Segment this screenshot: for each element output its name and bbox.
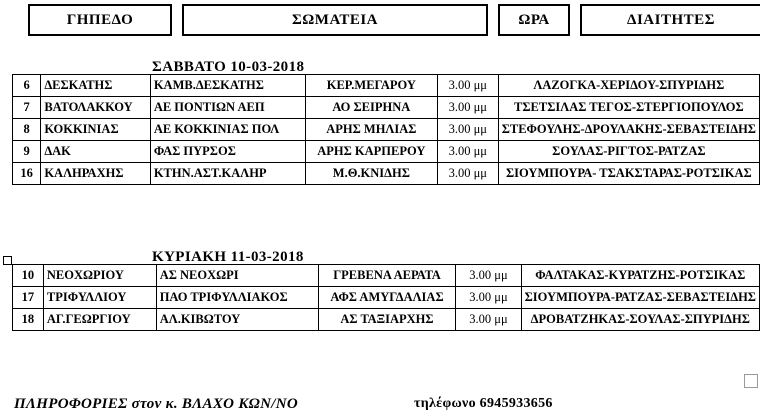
section-title-saturday: ΣΑΒΒΑΤΟ 10-03-2018 xyxy=(152,59,305,75)
row-team-away: ΑΦΣ ΑΜΥΓΔΑΛΙΑΣ xyxy=(318,287,456,309)
row-team-home: ΑΕ ΠΟΝΤΙΩΝ ΑΕΠ xyxy=(150,97,305,119)
row-time: 3.00 μμ xyxy=(437,119,498,141)
row-venue: ΒΑΤΟΛΑΚΚΟΥ xyxy=(41,97,151,119)
row-venue: ΔΑΚ xyxy=(41,141,151,163)
table-row xyxy=(13,141,760,163)
row-venue: ΤΡΙΦΥΛΛΙΟΥ xyxy=(43,287,156,309)
row-time: 3.00 μμ xyxy=(437,97,498,119)
row-venue: ΚΑΛΗΡΑΧΗΣ xyxy=(41,163,151,185)
row-number: 6 xyxy=(13,75,41,97)
table-row xyxy=(13,75,760,97)
table-row xyxy=(13,265,760,287)
row-time: 3.00 μμ xyxy=(456,265,521,287)
row-team-home: ΑΕ ΚΟΚΚΙΝΙΑΣ ΠΟΛ xyxy=(150,119,305,141)
row-team-away: ΚΕΡ.ΜΕΓΑΡΟΥ xyxy=(305,75,437,97)
row-referees: ΔΡΟΒΑΤΖΗΚΑΣ-ΣΟΥΛΑΣ-ΣΠΥΡΙΔΗΣ xyxy=(521,309,759,331)
row-team-home: ΚΑΜΒ.ΔΕΣΚΑΤΗΣ xyxy=(150,75,305,97)
row-referees: ΤΣΕΤΣΙΛΑΣ ΤΕΓΟΣ-ΣΤΕΡΓΙΟΠΟΥΛΟΣ xyxy=(498,97,759,119)
row-referees: ΦΑΛΤΑΚΑΣ-ΚΥΡΑΤΖΗΣ-ΡΟΤΣΙΚΑΣ xyxy=(521,265,759,287)
header-gap-2 xyxy=(487,5,499,35)
header-cell-time: ΩΡΑ xyxy=(499,5,569,35)
table-row xyxy=(13,287,760,309)
matches-table-sunday xyxy=(12,264,760,331)
row-team-home: ΑΣ ΝΕΟΧΩΡΙ xyxy=(156,265,318,287)
page-marker xyxy=(3,256,12,265)
row-team-away: ΑΡΗΣ ΜΗΛΙΑΣ xyxy=(305,119,437,141)
row-team-home: ΠΑΟ ΤΡΙΦΥΛΛΙΑΚΟΣ xyxy=(156,287,318,309)
row-number: 9 xyxy=(13,141,41,163)
row-team-home: ΑΛ.ΚΙΒΩΤΟΥ xyxy=(156,309,318,331)
row-referees: ΣΟΥΛΑΣ-ΡΙΓΤΟΣ-ΡΑΤΖΑΣ xyxy=(498,141,759,163)
footer-phone-text: τηλέφωνο 6945933656 xyxy=(414,396,553,411)
footer xyxy=(14,396,754,413)
header-cell-teams: ΣΩΜΑΤΕΙΑ xyxy=(183,5,487,35)
corner-artifact-box xyxy=(744,374,758,388)
footer-info-text: ΠΛΗΡΟΦΟΡΙΕΣ στον κ. ΒΛΑΧΟ ΚΩΝ/ΝΟ xyxy=(14,396,298,412)
row-venue: ΝΕΟΧΩΡΙΟΥ xyxy=(43,265,156,287)
row-team-away: ΑΡΗΣ ΚΑΡΠΕΡΟΥ xyxy=(305,141,437,163)
row-number: 16 xyxy=(13,163,41,185)
row-time: 3.00 μμ xyxy=(437,141,498,163)
row-time: 3.00 μμ xyxy=(456,287,521,309)
row-team-away: Μ.Θ.ΚΝΙΔΗΣ xyxy=(305,163,437,185)
row-team-home: ΚΤΗΝ.ΑΣΤ.ΚΑΛΗΡ xyxy=(150,163,305,185)
table-row xyxy=(13,163,760,185)
header-table xyxy=(28,4,760,36)
matches-table-saturday xyxy=(12,74,760,185)
section-title-sunday: ΚΥΡΙΑΚΗ 11-03-2018 xyxy=(152,249,304,265)
table-row xyxy=(13,97,760,119)
row-time: 3.00 μμ xyxy=(456,309,521,331)
row-referees: ΣΤΕΦΟΥΛΗΣ-ΔΡΟΥΛΑΚΗΣ-ΣΕΒΑΣΤΕΙΔΗΣ xyxy=(498,119,759,141)
header-table-wrap xyxy=(28,4,732,36)
row-referees: ΣΙΟΥΜΠΟΥΡΑ- ΤΣΑΚΣΤΑΡΑΣ-ΡΟΤΣΙΚΑΣ xyxy=(498,163,759,185)
row-time: 3.00 μμ xyxy=(437,163,498,185)
row-venue: ΔΕΣΚΑΤΗΣ xyxy=(41,75,151,97)
row-team-away: ΑΟ ΣΕΙΡΗΝΑ xyxy=(305,97,437,119)
row-team-away: ΑΣ ΤΑΞΙΑΡΧΗΣ xyxy=(318,309,456,331)
row-referees: ΛΑΖΟΓΚΑ-ΧΕΡΙΔΟΥ-ΣΠΥΡΙΔΗΣ xyxy=(498,75,759,97)
header-cell-referees: ΔΙΑΙΤΗΤΕΣ xyxy=(581,5,760,35)
row-venue: ΚΟΚΚΙΝΙΑΣ xyxy=(41,119,151,141)
row-referees: ΣΙΟΥΜΠΟΥΡΑ-ΡΑΤΖΑΣ-ΣΕΒΑΣΤΕΙΔΗΣ xyxy=(521,287,759,309)
header-cell-venue: ΓΗΠΕΔΟ xyxy=(29,5,171,35)
header-gap-1 xyxy=(171,5,183,35)
row-time: 3.00 μμ xyxy=(437,75,498,97)
header-gap-3 xyxy=(569,5,581,35)
row-number: 8 xyxy=(13,119,41,141)
row-number: 10 xyxy=(13,265,44,287)
header-row xyxy=(29,5,760,35)
row-venue: ΑΓ.ΓΕΩΡΓΙΟΥ xyxy=(43,309,156,331)
row-number: 17 xyxy=(13,287,44,309)
table-row xyxy=(13,119,760,141)
row-team-away: ΓΡΕΒΕΝΑ ΑΕΡΑΤΑ xyxy=(318,265,456,287)
row-team-home: ΦΑΣ ΠΥΡΣΟΣ xyxy=(150,141,305,163)
row-number: 7 xyxy=(13,97,41,119)
table-row xyxy=(13,309,760,331)
row-number: 18 xyxy=(13,309,44,331)
